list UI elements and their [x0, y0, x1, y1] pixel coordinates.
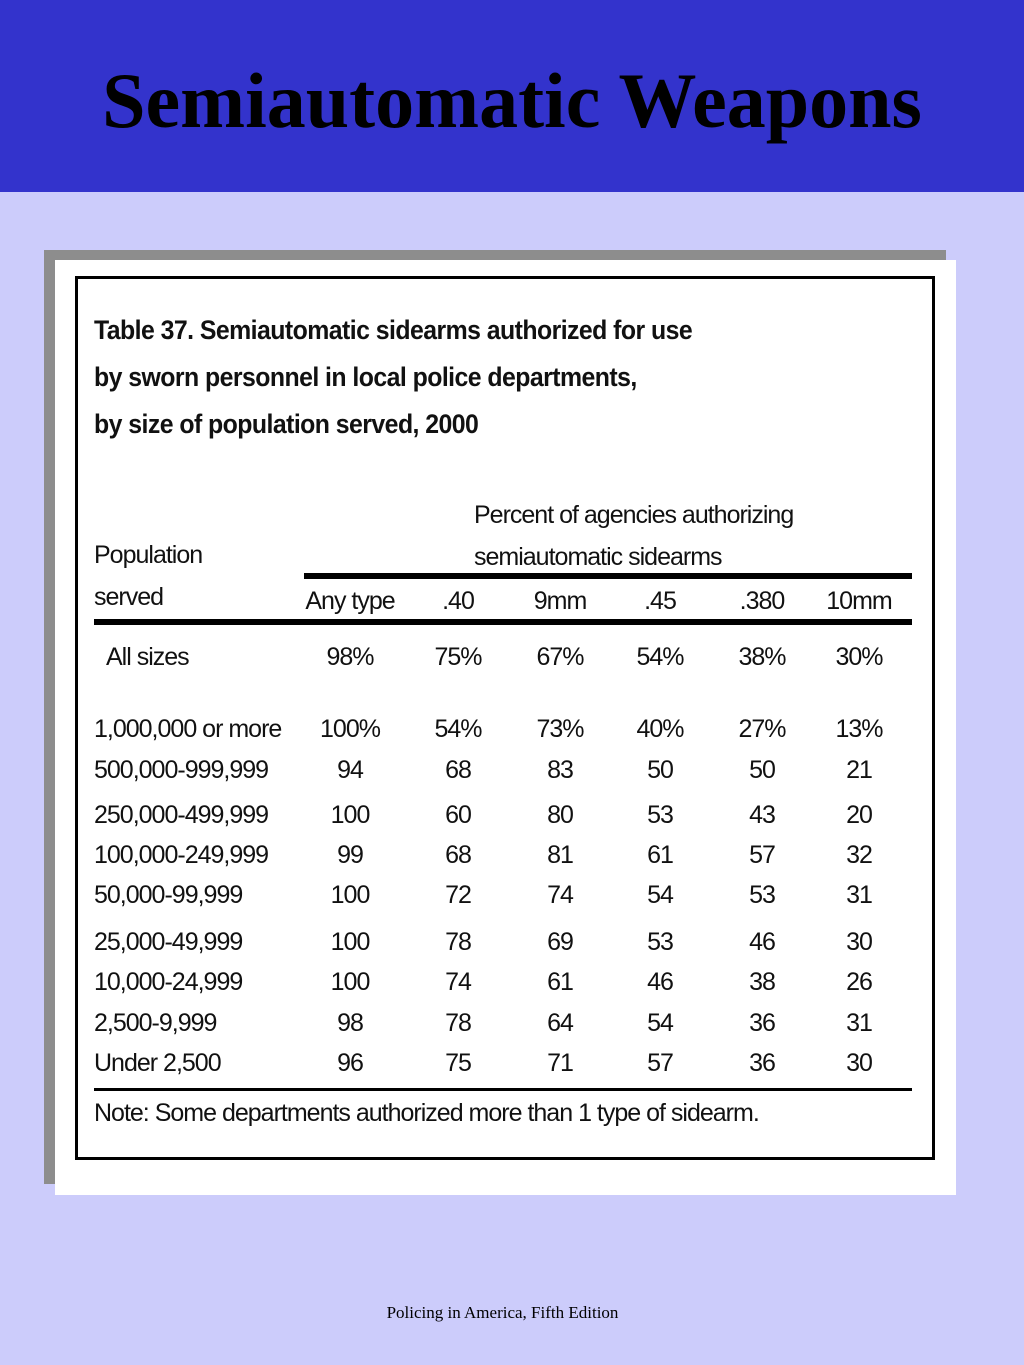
row-label: 1,000,000 or more [94, 715, 282, 743]
table-cell: 83 [547, 756, 573, 784]
table-cell: 53 [647, 801, 673, 829]
table-cell: 43 [749, 801, 775, 829]
stub-header-line: served [94, 583, 164, 611]
column-header: 9mm [533, 587, 587, 615]
table-cell: 61 [647, 841, 673, 869]
table-cell: 78 [445, 928, 471, 956]
table-cell: 46 [647, 968, 673, 996]
table-cell: 81 [547, 841, 573, 869]
table-caption-line: by sworn personnel in local police departments, [94, 362, 637, 392]
table-cell: 30 [846, 928, 872, 956]
row-label: 500,000-999,999 [94, 756, 269, 784]
table-cell: 69 [547, 928, 573, 956]
table-cell: 50 [749, 756, 775, 784]
row-label: 50,000-99,999 [94, 881, 243, 909]
spanner-header-line: Percent of agencies authorizing [474, 501, 794, 529]
table-cell: 57 [647, 1049, 673, 1077]
table-image [55, 260, 956, 1195]
table-cell: 78 [445, 1009, 471, 1037]
table-cell: 40% [636, 715, 684, 743]
table-cell: 50 [647, 756, 673, 784]
table-cell: 46 [749, 928, 775, 956]
table-cell: 96 [337, 1049, 363, 1077]
table-cell: 31 [846, 881, 872, 909]
table-cell: 68 [445, 841, 471, 869]
table-cell: 31 [846, 1009, 872, 1037]
table-cell: 54% [434, 715, 482, 743]
column-header: .380 [739, 587, 785, 615]
column-header: Any type [305, 587, 395, 615]
table-cell: 100% [320, 715, 380, 743]
table-cell: 94 [337, 756, 363, 784]
bottom-rule [94, 1088, 912, 1091]
table-cell: 57 [749, 841, 775, 869]
table-cell: 54 [647, 881, 673, 909]
spanner-rule [304, 573, 912, 579]
table-cell: 100 [330, 968, 370, 996]
table-cell: 71 [547, 1049, 573, 1077]
table-cell: 80 [547, 801, 573, 829]
table-cell: 100 [330, 881, 370, 909]
table-cell: 54 [647, 1009, 673, 1037]
table-cell: 53 [749, 881, 775, 909]
slide-title: Semiautomatic Weapons [102, 57, 922, 144]
table-cell: 68 [445, 756, 471, 784]
table-cell: 53 [647, 928, 673, 956]
table-cell: 72 [445, 881, 471, 909]
table-cell: 99 [337, 841, 363, 869]
table-cell: 36 [749, 1049, 775, 1077]
table-cell: 74 [445, 968, 471, 996]
table-cell: 38% [738, 643, 786, 671]
table-cell: 27% [738, 715, 786, 743]
table-frame [75, 276, 935, 1160]
table-cell: 38 [749, 968, 775, 996]
row-label: All sizes [106, 643, 189, 671]
row-label: Under 2,500 [94, 1049, 221, 1077]
table-cell: 30% [835, 643, 883, 671]
row-label: 250,000-499,999 [94, 801, 269, 829]
table-cell: 20 [846, 801, 872, 829]
row-label: 100,000-249,999 [94, 841, 269, 869]
table-cell: 74 [547, 881, 573, 909]
table-cell: 67% [536, 643, 584, 671]
header-rule [94, 619, 912, 625]
table-cell: 100 [330, 801, 370, 829]
table-cell: 32 [846, 841, 872, 869]
spanner-header-line: semiautomatic sidearms [474, 543, 722, 571]
stub-header [94, 534, 202, 618]
spanner-header [474, 494, 793, 578]
table-cell: 54% [636, 643, 684, 671]
table-cell: 73% [536, 715, 584, 743]
row-label: 25,000-49,999 [94, 928, 243, 956]
table-cell: 36 [749, 1009, 775, 1037]
table-caption-line: Table 37. Semiautomatic sidearms authorized for use [94, 315, 693, 345]
table-cell: 64 [547, 1009, 573, 1037]
table-note: Note: Some departments authorized more than 1 type of sidearm. [94, 1099, 759, 1127]
column-header: .40 [442, 587, 474, 615]
table-cell: 100 [330, 928, 370, 956]
table-cell: 13% [835, 715, 883, 743]
column-header: .45 [644, 587, 676, 615]
table-cell: 60 [445, 801, 471, 829]
table-cell: 21 [846, 756, 872, 784]
table-cell: 75 [445, 1049, 471, 1077]
stub-header-line: Population [94, 541, 203, 569]
row-label: 10,000-24,999 [94, 968, 243, 996]
table-cell: 26 [846, 968, 872, 996]
table-cell: 30 [846, 1049, 872, 1077]
table-cell: 61 [547, 968, 573, 996]
row-label: 2,500-9,999 [94, 1009, 217, 1037]
table-caption [94, 307, 812, 448]
table-cell: 75% [434, 643, 482, 671]
column-header: 10mm [826, 587, 892, 615]
slide-footer: Policing in America, Fifth Edition [386, 1303, 619, 1322]
table-cell: 98% [326, 643, 374, 671]
table-caption-line: by size of population served, 2000 [94, 409, 479, 439]
table-cell: 98 [337, 1009, 363, 1037]
